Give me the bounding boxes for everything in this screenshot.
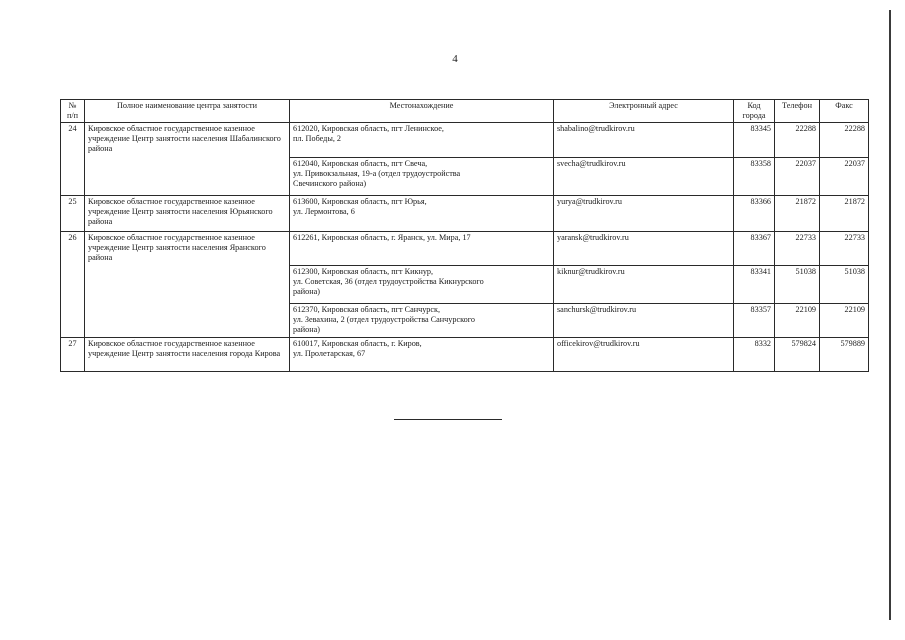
city-code: 83358 bbox=[734, 158, 775, 196]
table-row bbox=[61, 338, 869, 372]
center-address: 612261, Кировская область, г. Яранск, ул. Мира, 17 bbox=[290, 232, 554, 266]
center-email: svecha@trudkirov.ru bbox=[554, 158, 734, 196]
center-number: 27 bbox=[61, 338, 85, 372]
header-phone: Телефон bbox=[775, 100, 820, 123]
phone-number: 22733 bbox=[775, 232, 820, 266]
header-email: Электронный адрес bbox=[554, 100, 734, 123]
employment-centers-table bbox=[60, 99, 869, 372]
center-email: kiknur@trudkirov.ru bbox=[554, 266, 734, 304]
phone-number: 22037 bbox=[775, 158, 820, 196]
center-number: 24 bbox=[61, 123, 85, 196]
header-num-text: № п/п bbox=[66, 101, 79, 120]
city-code: 8332 bbox=[734, 338, 775, 372]
table-body bbox=[61, 123, 869, 372]
center-address: 612020, Кировская область, пгт Ленинское, пл. Победы, 2 bbox=[290, 123, 554, 158]
fax-number: 22037 bbox=[820, 158, 869, 196]
center-address: 612300, Кировская область, пгт Кикнур, ул. Советская, 36 (отдел трудоустройства Кикнурского района) bbox=[290, 266, 554, 304]
phone-number: 579824 bbox=[775, 338, 820, 372]
signature-separator-line bbox=[394, 419, 502, 420]
table-row bbox=[61, 196, 869, 232]
fax-number: 579889 bbox=[820, 338, 869, 372]
center-email: yurya@trudkirov.ru bbox=[554, 196, 734, 232]
center-email: shabalino@trudkirov.ru bbox=[554, 123, 734, 158]
center-email: yaransk@trudkirov.ru bbox=[554, 232, 734, 266]
city-code: 83367 bbox=[734, 232, 775, 266]
fax-number: 51038 bbox=[820, 266, 869, 304]
header-address: Местонахождение bbox=[290, 100, 554, 123]
center-address: 612040, Кировская область, пгт Свеча, ул. Привокзальная, 19-а (отдел трудоустройства Свечинского района) bbox=[290, 158, 554, 196]
phone-number: 51038 bbox=[775, 266, 820, 304]
center-number: 25 bbox=[61, 196, 85, 232]
center-email: officekirov@trudkirov.ru bbox=[554, 338, 734, 372]
header-num bbox=[61, 100, 85, 123]
center-address: 613600, Кировская область, пгт Юрья, ул. Лермонтова, 6 bbox=[290, 196, 554, 232]
city-code: 83357 bbox=[734, 304, 775, 338]
phone-number: 21872 bbox=[775, 196, 820, 232]
phone-number: 22288 bbox=[775, 123, 820, 158]
table-row bbox=[61, 232, 869, 266]
center-address: 610017, Кировская область, г. Киров, ул. Пролетарская, 67 bbox=[290, 338, 554, 372]
header-code bbox=[734, 100, 775, 123]
header-name: Полное наименование центра занятости bbox=[85, 100, 290, 123]
center-name: Кировское областное государственное казенное учреждение Центр занятости населения города Кирова bbox=[85, 338, 290, 372]
table-header-row bbox=[61, 100, 869, 123]
center-name: Кировское областное государственное казенное учреждение Центр занятости населения Юрьянского района bbox=[85, 196, 290, 232]
fax-number: 22733 bbox=[820, 232, 869, 266]
center-address: 612370, Кировская область, пгт Санчурск, ул. Зевахина, 2 (отдел трудоустройства Санчурского района) bbox=[290, 304, 554, 338]
center-email: sanchursk@trudkirov.ru bbox=[554, 304, 734, 338]
fax-number: 22109 bbox=[820, 304, 869, 338]
city-code: 83366 bbox=[734, 196, 775, 232]
fax-number: 21872 bbox=[820, 196, 869, 232]
center-name: Кировское областное государственное казенное учреждение Центр занятости населения Яранского района bbox=[85, 232, 290, 338]
fax-number: 22288 bbox=[820, 123, 869, 158]
header-code-text: Код города bbox=[742, 101, 766, 120]
phone-number: 22109 bbox=[775, 304, 820, 338]
city-code: 83345 bbox=[734, 123, 775, 158]
page-number: 4 bbox=[452, 53, 458, 65]
header-fax: Факс bbox=[820, 100, 869, 123]
center-name: Кировское областное государственное казенное учреждение Центр занятости населения Шабалинского района bbox=[85, 123, 290, 196]
center-number: 26 bbox=[61, 232, 85, 338]
city-code: 83341 bbox=[734, 266, 775, 304]
scan-edge-line bbox=[889, 10, 891, 620]
table-row bbox=[61, 123, 869, 158]
